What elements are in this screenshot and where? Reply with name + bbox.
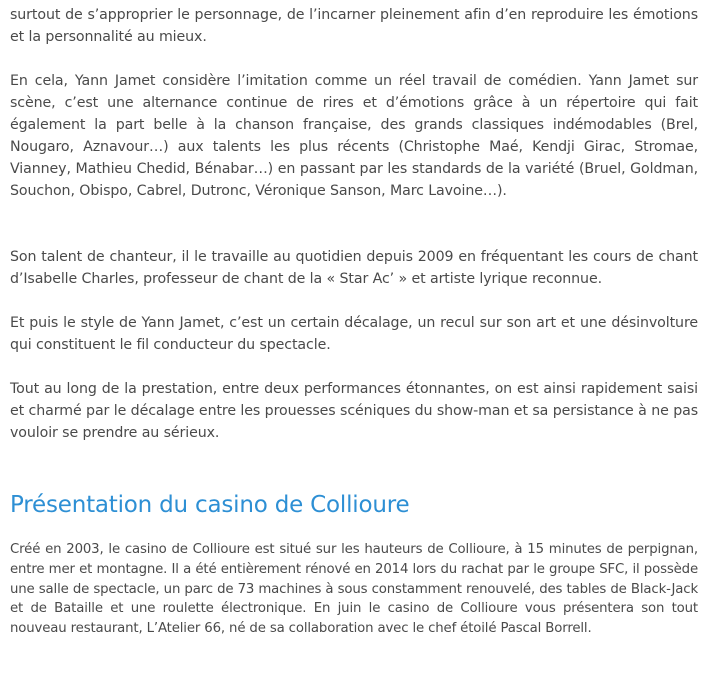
- paragraph-singing-talent: Son talent de chanteur, il le travaille au quotidien depuis 2009 en fréquentant les cours de chant d’Isabelle Charles, professeur de chant de la « Star Ac’ » et artiste lyrique reconnue.: [10, 249, 698, 287]
- section-spacer: [10, 520, 698, 540]
- paragraph-repertoire: En cela, Yann Jamet considère l’imitation comme un réel travail de comédien. Yann Jamet sur scène, c’est une alternance continue de rires et d’émotions grâce à un répertoire qui fait également la part belle à la chanson française, des grands classiques indémodables (Brel, Nougaro, Aznavour…) aux talents les plus récents (Christophe Maé, Kendji Girac, Stromae, Vianney, Mathieu Chedid, Bénabar…) en passant par les standards de la variété (Bruel, Goldman, Souchon, Obispo, Cabrel, Dutronc, Véronique Sanson, Marc Lavoine…).: [10, 73, 698, 199]
- paragraph-style: Et puis le style de Yann Jamet, c’est un certain décalage, un recul sur son art et une désinvolture qui constituent le fil conducteur du spectacle.: [10, 315, 698, 353]
- section-heading-casino: Présentation du casino de Collioure: [10, 492, 410, 518]
- section-spacer: [10, 444, 698, 490]
- paragraph-spacer: [10, 356, 698, 378]
- paragraph-casino-presentation: Créé en 2003, le casino de Collioure est situé sur les hauteurs de Collioure, à 15 minutes de perpignan, entre mer et montagne. Il a été entièrement rénové en 2014 lors du rachat par le groupe SFC, il possède une salle de spectacle, un parc de 73 machines à sous constamment renouvelé, des tables de Black-Jack et de Bataille et une roulette électronique. En juin le casino de Collioure vous présentera son tout nouveau restaurant, L’Atelier 66, né de sa collaboration avec le chef étoilé Pascal Borrell.: [10, 542, 698, 637]
- article-body: [10, 4, 698, 639]
- paragraph-spacer: [10, 290, 698, 312]
- paragraph-imitation-intro: surtout de s’approprier le personnage, de l’incarner pleinement afin d’en reproduire les émotions et la personnalité au mieux.: [10, 7, 698, 45]
- paragraph-spacer: [10, 202, 698, 246]
- paragraph-performance: Tout au long de la prestation, entre deux performances étonnantes, on est ainsi rapidement saisi et charmé par le décalage entre les prouesses scéniques du show-man et sa persistance à ne pas vouloir se prendre au sérieux.: [10, 381, 698, 441]
- paragraph-spacer: [10, 48, 698, 70]
